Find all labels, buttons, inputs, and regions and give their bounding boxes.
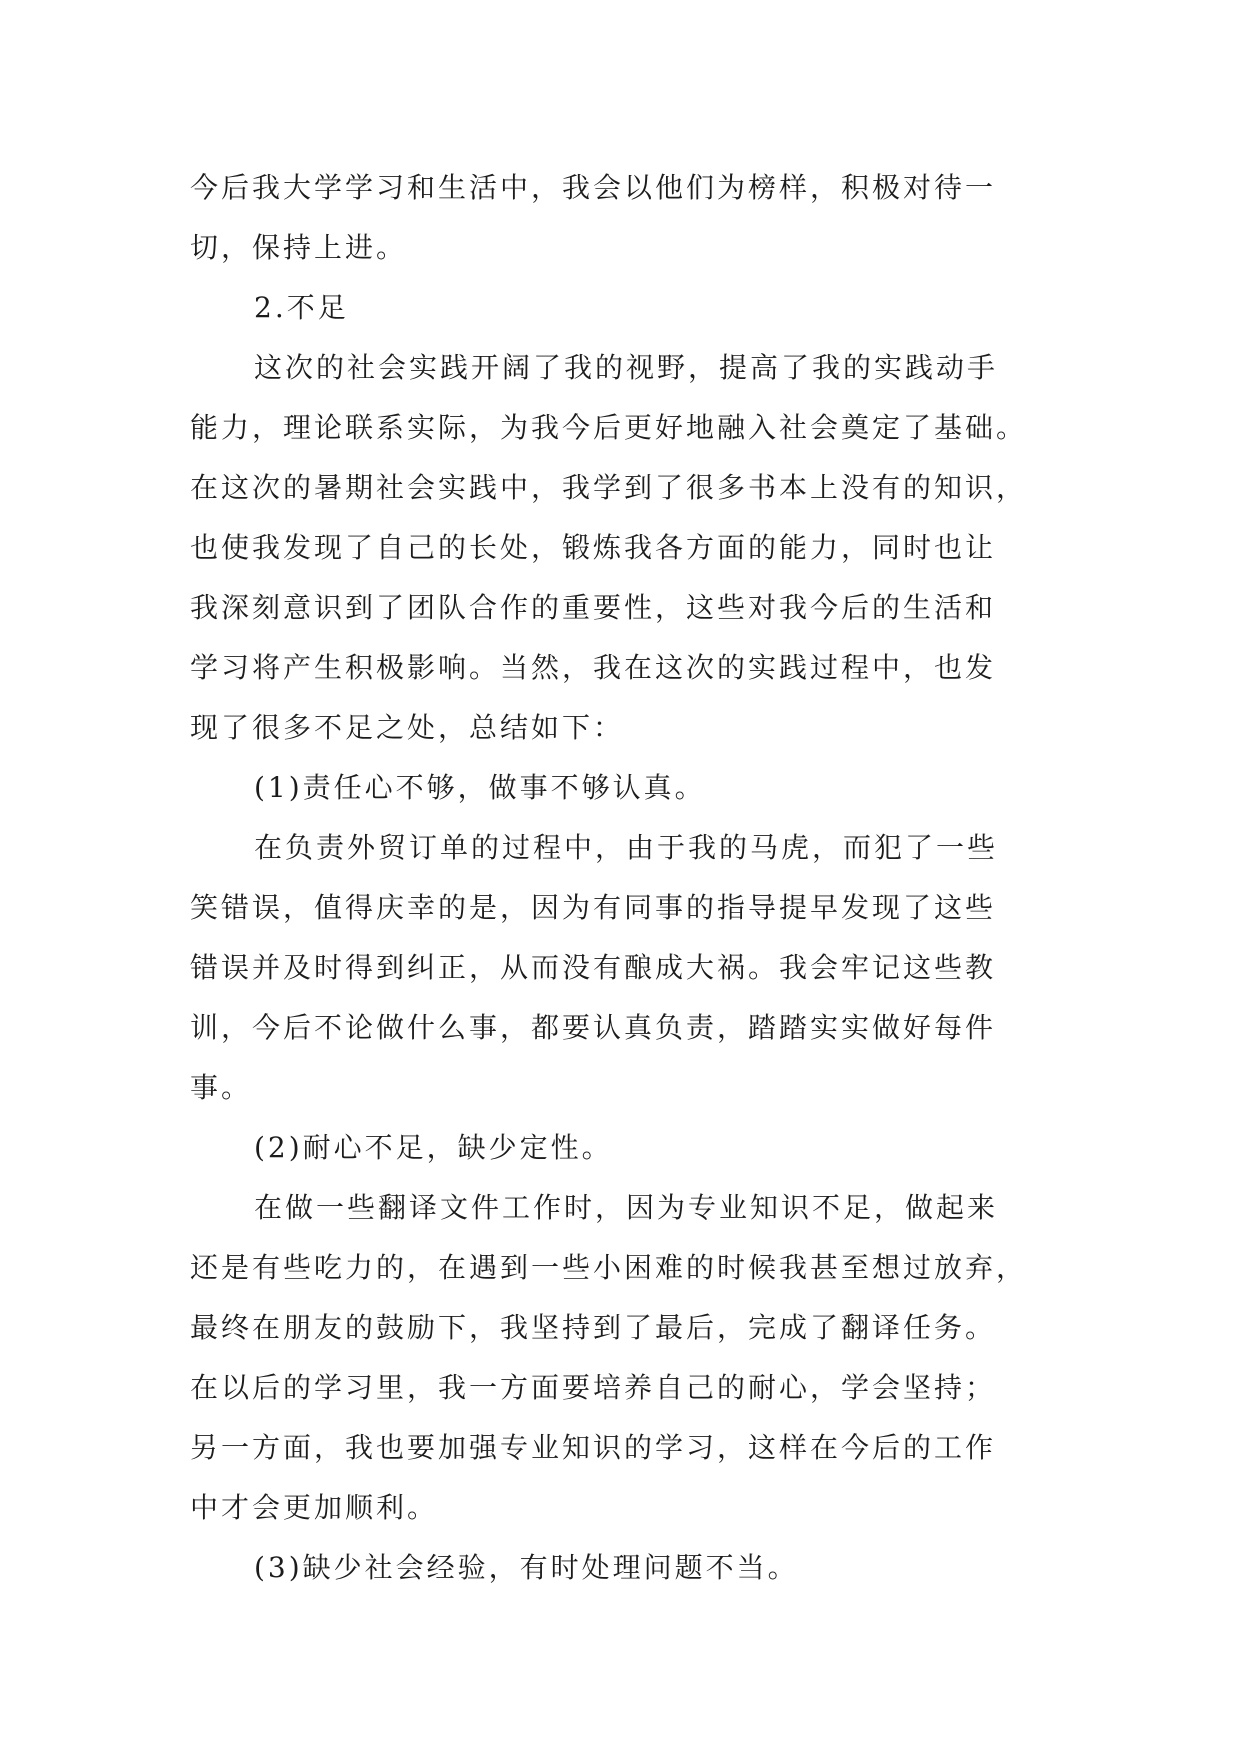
document-body — [190, 158, 1050, 1598]
text-line: 中才会更加顺利。 — [190, 1491, 439, 1524]
text-line: 在做一些翻译文件工作时，因为专业知识不足，做起来 — [254, 1191, 999, 1224]
text-line: 训，今后不论做什么事，都要认真负责，踏踏实实做好每件 — [190, 1011, 997, 1044]
text-line: 在以后的学习里，我一方面要培养自己的耐心，学会坚持； — [190, 1371, 997, 1404]
text-line: 也使我发现了自己的长处，锻炼我各方面的能力，同时也让 — [190, 531, 997, 564]
text-line: 能力，理论联系实际，为我今后更好地融入社会奠定了基础。 — [190, 411, 1028, 444]
text-line: 笑错误，值得庆幸的是，因为有同事的指导提早发现了这些 — [190, 891, 997, 924]
text-line: 今后我大学学习和生活中，我会以他们为榜样，积极对待一 — [190, 171, 997, 204]
list-item-heading: (1)责任心不够，做事不够认真。 — [254, 771, 706, 804]
section-heading: 2.不足 — [254, 291, 349, 324]
list-item-heading: (2)耐心不足，缺少定性。 — [254, 1131, 613, 1164]
text-line: 我深刻意识到了团队合作的重要性，这些对我今后的生活和 — [190, 591, 997, 624]
text-line: 最终在朋友的鼓励下，我坚持到了最后，完成了翻译任务。 — [190, 1311, 997, 1344]
text-line: 还是有些吃力的，在遇到一些小困难的时候我甚至想过放弃， — [190, 1251, 1028, 1284]
text-line: 现了很多不足之处，总结如下： — [190, 711, 625, 744]
text-line: 事。 — [190, 1071, 253, 1104]
text-line: 切，保持上进。 — [190, 231, 408, 264]
text-line: 另一方面，我也要加强专业知识的学习，这样在今后的工作 — [190, 1431, 997, 1464]
text-line: 这次的社会实践开阔了我的视野，提高了我的实践动手 — [254, 351, 999, 384]
text-line: 错误并及时得到纠正，从而没有酿成大祸。我会牢记这些教 — [190, 951, 997, 984]
text-line: 在这次的暑期社会实践中，我学到了很多书本上没有的知识， — [190, 471, 1028, 504]
list-item-heading: (3)缺少社会经验，有时处理问题不当。 — [254, 1551, 799, 1584]
text-line: 在负责外贸订单的过程中，由于我的马虎，而犯了一些 — [254, 831, 999, 864]
text-line: 学习将产生积极影响。当然，我在这次的实践过程中，也发 — [190, 651, 997, 684]
